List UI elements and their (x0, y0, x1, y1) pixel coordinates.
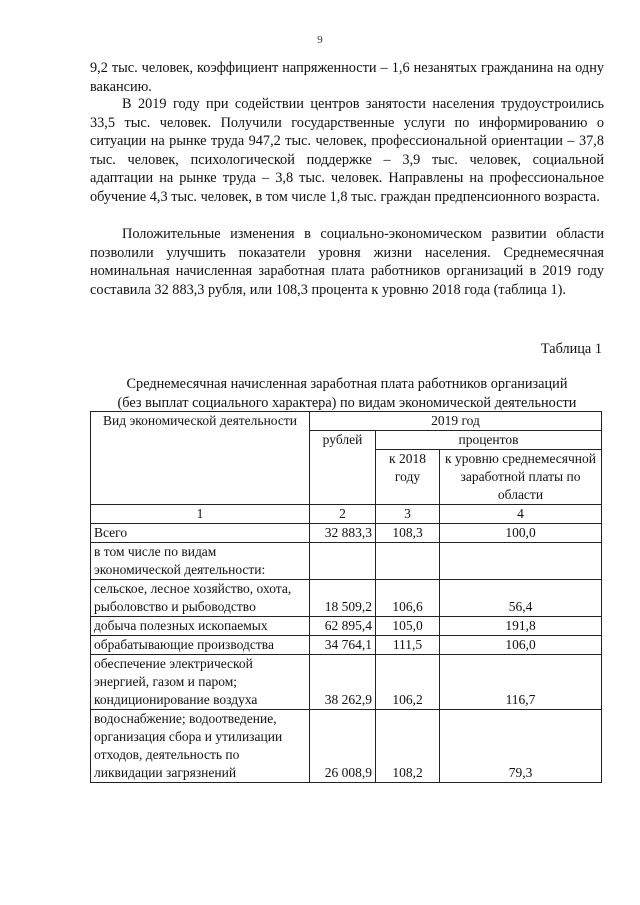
header-year: 2019 год (310, 412, 602, 431)
paragraph-unemployment: 9,2 тыс. человек, коэффициент напряженности – 1,6 незанятых гражданина на одну вакансию. (90, 60, 604, 95)
col-number-3: 3 (376, 505, 440, 524)
row-pct-region: 56,4 (440, 580, 602, 617)
table-header-row-1 (91, 412, 602, 431)
row-rubles: 26 008,9 (310, 710, 376, 783)
row-name: добыча полезных ископаемых (91, 617, 310, 636)
row-pct-2018: 105,0 (376, 617, 440, 636)
table-row-total (91, 524, 602, 543)
row-pct-2018: 111,5 (376, 636, 440, 655)
table-title (90, 375, 604, 412)
row-rubles: 18 509,2 (310, 580, 376, 617)
row-pct-2018: 108,2 (376, 710, 440, 783)
row-pct-2018: 106,2 (376, 655, 440, 710)
paragraph-living-standards: Положительные изменения в социально-экономическом развитии области позволили улучшить показатели уровня жизни населения. Среднемесячная номинальная начисленная заработная плата работников организаций в 2019 году составила 32 883,3 рубля, или 108,3 процента к уровню 2018 года (таблица 1). (90, 226, 604, 298)
table-column-numbers (91, 505, 602, 524)
row-name: в том числе по видам экономической деятельности: (91, 543, 310, 580)
table-row-energy (91, 655, 602, 710)
row-pct-2018: 106,6 (376, 580, 440, 617)
row-name: обрабатывающие производства (91, 636, 310, 655)
row-pct-region: 79,3 (440, 710, 602, 783)
row-pct-2018: 108,3 (376, 524, 440, 543)
row-name: Всего (91, 524, 310, 543)
header-to-region: к уровню среднемесячной заработной платы по области (440, 450, 602, 505)
header-rubles: рублей (310, 431, 376, 505)
row-pct-region: 106,0 (440, 636, 602, 655)
row-pct-region (440, 543, 602, 580)
row-name: обеспечение электрической энергией, газом и паром; кондиционирование воздуха (91, 655, 310, 710)
col-number-4: 4 (440, 505, 602, 524)
header-to-2018: к 2018 году (376, 450, 440, 505)
table-row-mining (91, 617, 602, 636)
table-row-subheading (91, 543, 602, 580)
row-name: сельское, лесное хозяйство, охота, рыболовство и рыбоводство (91, 580, 310, 617)
col-number-2: 2 (310, 505, 376, 524)
table-row-water (91, 710, 602, 783)
table-title-line-2: (без выплат социального характера) по видам экономической деятельности (117, 394, 577, 411)
paragraph-employment-services: В 2019 году при содействии центров занятости населения трудоустроились 33,5 тыс. человек. Получили государственные услуги по информированию о ситуации на рынке труда 947,2 тыс. человек, профессиональной ориентации – 37,8 тыс. человек, психологической поддержке – 3,9 тыс. человек, социальной адаптации на рынке труда – 3,8 тыс. человек. Направлены на профессиональное обучение 4,3 тыс. человек, в том числе 1,8 тыс. граждан предпенсионного возраста. (90, 96, 604, 205)
header-activity: Вид экономической деятельности (91, 412, 310, 505)
row-rubles: 32 883,3 (310, 524, 376, 543)
page-number: 9 (317, 34, 323, 46)
row-name: водоснабжение; водоотведение, организация сбора и утилизации отходов, деятельность по ликвидации загрязнений (91, 710, 310, 783)
row-pct-2018 (376, 543, 440, 580)
col-number-1: 1 (91, 505, 310, 524)
row-rubles: 34 764,1 (310, 636, 376, 655)
row-rubles: 38 262,9 (310, 655, 376, 710)
table-title-line-1: Среднемесячная начисленная заработная плата работников организаций (126, 376, 568, 392)
table-row-agriculture (91, 580, 602, 617)
row-pct-region: 191,8 (440, 617, 602, 636)
row-rubles (310, 543, 376, 580)
row-pct-region: 100,0 (440, 524, 602, 543)
salary-table (90, 411, 602, 783)
row-pct-region: 116,7 (440, 655, 602, 710)
table-row-manufacturing (91, 636, 602, 655)
table-label: Таблица 1 (540, 341, 602, 357)
row-rubles: 62 895,4 (310, 617, 376, 636)
header-percent: процентов (376, 431, 602, 450)
